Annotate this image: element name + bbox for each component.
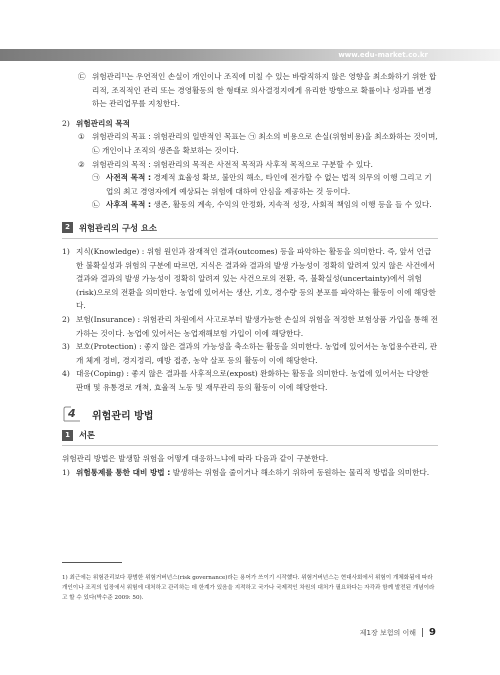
goal-item-text: 위험관리의 목적은 사전적 목적과 사후적 목적으로 구분할 수 있다. <box>150 159 373 169</box>
section-number-badge: 2 <box>62 222 73 233</box>
goal-item-text: 위험관리의 일반적인 목표는 ㉠ 최소의 비용으로 손실(위험비용)을 최소화하는 것이며, ㉡ 개인이나 조직의 생존을 확보하는 것이다. <box>92 132 438 155</box>
component-text: 대응(Coping) : 좋지 않은 결과를 사후적으로(expost) 완화하는 활동을 의미한다. 농업에 있어서는 다양한 판매 및 유통경로 개척, 효율적 노동 및 재무관리 등의 활동이 이에 해당한다. <box>76 369 429 392</box>
component-text: 지식(Knowledge) : 위험 원인과 잠재적인 결과(outcomes) 등을 파악하는 활동을 의미한다. 즉, 앞서 언급한 불확실성과 위험의 구분에 따르면, 지식은 결과와 결과의 발생 가능성이 정확히 알려져 있지 않은 사건에서 결과와 결과의 발생 가능성이 정확히 알려져 있는 사건으로의 전환, 즉, 불확실성(uncertainty)에서 위험(risk)으로의 전환을 의미한다. 농업에 있어서는 생산, 기호, 경수량 등의 분포를 파악하는 활동이 이에 해당한다. <box>76 246 436 311</box>
goal-title: 위험관리의 목적 <box>76 118 130 128</box>
component-number: 4) <box>62 369 70 379</box>
component-item-coping <box>62 367 438 394</box>
section-divider <box>62 445 438 446</box>
footer-chapter: 제1장 보험의 이해 <box>359 628 417 637</box>
footnote: 1) 최근에는 위험관리보다 광범한 위험거버넌스(risk governance)라는 용어가 쓰이기 시작했다. 위험거버넌스는 현대사회에서 위험이 개체화됨에 따라 개인이나 조직의 입장에서 위험에 대처하고 관리하는 데 한계가 있음을 지적하고 국가나 국제적인 차원의 대처가 필요하다는 자각과 함께 발전된 개념이라고 할 수 있다(박수준 2009: 50). <box>62 574 435 601</box>
goal-item-1 <box>78 130 438 157</box>
section-title: 위험관리의 구성 요소 <box>79 222 157 233</box>
intro-paragraph <box>78 70 438 111</box>
goal-item-number: ① <box>78 132 85 142</box>
goal-sub-label: 사후적 목적 : <box>106 200 152 210</box>
goal-item-label: 위험관리의 목표 : <box>92 132 151 142</box>
goal-sub-2 <box>92 198 438 212</box>
methods-number: 1) <box>62 468 70 478</box>
component-number: 3) <box>62 342 70 352</box>
page-footer <box>360 627 436 638</box>
goal-item-label: 위험관리의 목적 : <box>92 159 151 169</box>
methods-label: 위험통제를 통한 대비 방법 : <box>76 468 171 478</box>
section-heading-intro <box>62 429 438 441</box>
methods-text: 발생하는 위험을 줄이거나 해소하기 위하여 동원하는 물리적 방법을 의미한다. <box>170 468 430 478</box>
footnote-divider <box>62 562 122 563</box>
chapter-number-badge <box>62 406 84 423</box>
intro-text: 위험관리¹⁾는 우연적인 손실이 개인이나 조직에 미칠 수 있는 바람직하지 않은 영향을 최소화하기 위한 합리적, 조직적인 관리 또는 경영활동의 한 형태로 의사결정지에게 유리한 방향으로 확률이나 성과를 변경하는 관리업무를 지칭한다. <box>92 72 437 109</box>
footer-separator <box>422 628 423 637</box>
goal-item-2 <box>78 158 438 172</box>
goal-sub-text: 경제적 효율성 확보, 불안의 해소, 타인에 전가할 수 없는 법적 의무의 이행 그리고 기업의 최고 경영자에게 예상되는 위험에 대하여 안심을 제공하는 것 등이다. <box>106 173 432 196</box>
section-heading-components <box>62 222 438 234</box>
component-number: 1) <box>62 246 70 256</box>
intro-number: ㉢ <box>78 72 86 81</box>
component-text: 보험(Insurance) : 위험관리 차원에서 사고로부터 발생가능한 손실의 위험을 적정한 보험상품 가입을 통해 전가하는 것이다. 농업에 있어서는 농업재해보험 가입이 이에 해당한다. <box>76 314 439 338</box>
chapter-title: 위험관리 방법 <box>92 411 154 423</box>
chapter-heading-methods <box>62 406 438 423</box>
page-content <box>62 70 438 480</box>
goal-sub-text: 생존, 활동의 계속, 수익의 안정화, 지속적 성장, 사회적 책임의 이행 등을 들 수 있다. <box>151 200 432 210</box>
section-title: 서론 <box>79 430 96 441</box>
goal-item-number: ② <box>78 159 85 169</box>
methods-intro: 위험관리 방법은 발생할 위험을 어떻게 대응하느냐에 따라 다음과 같이 구분한다. <box>62 454 329 464</box>
section-number-badge: 1 <box>62 430 73 441</box>
component-item-protection <box>62 340 438 367</box>
component-item-knowledge <box>62 245 438 313</box>
page-number: 9 <box>429 627 436 638</box>
component-item-insurance <box>62 313 438 340</box>
section-divider <box>62 238 438 239</box>
component-text: 보호(Protection) : 좋지 않은 결과의 가능성을 축소하는 활동을 의미한다. 농업에 있어서는 농업용수관리, 관개 체계 정비, 경지정리, 예방 접종, 농약 살포 등의 활동이 이에 해당한다. <box>76 342 438 365</box>
chapter-number: 4 <box>68 407 76 421</box>
goal-sub-1 <box>92 171 438 198</box>
goal-sub-label: 사전적 목적 : <box>106 173 152 183</box>
component-number: 2) <box>62 314 70 324</box>
header-url: www.edu-market.co.kr <box>338 51 428 59</box>
goal-number: 2) <box>62 118 70 128</box>
goal-sub-number: ㉡ <box>92 200 100 210</box>
goal-heading <box>62 117 438 131</box>
goal-sub-number: ㉠ <box>92 173 100 183</box>
methods-item-1 <box>62 466 438 480</box>
